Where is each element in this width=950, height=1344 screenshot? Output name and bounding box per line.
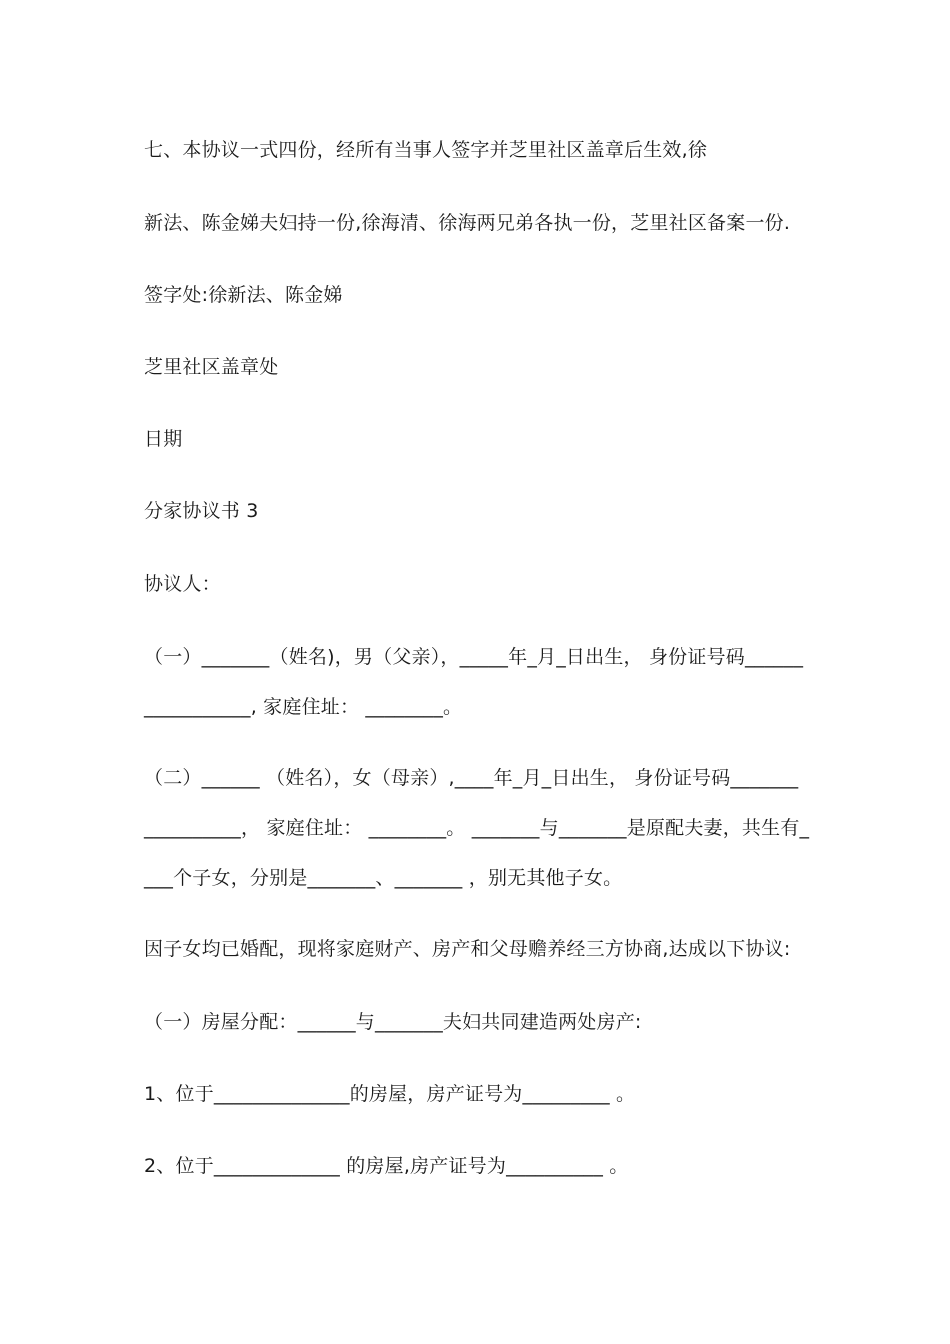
party-two-line-1: （二）______ （姓名），女（母亲）,____年_月_日出生， 身份证号码_______: [144, 767, 799, 789]
parties-heading: 协议人：: [144, 573, 221, 595]
clause-seven-line-2: 新法、陈金娣夫妇持一份,徐海清、徐海两兄弟各执一份，芝里社区备案一份.: [144, 212, 791, 234]
party-one-line-2: ___________, 家庭住址： ________。: [144, 696, 463, 718]
document-title: 分家协议书 3: [144, 500, 259, 522]
house-item-2: 2、位于_____________ 的房屋,房产证号为__________ 。: [144, 1155, 629, 1177]
agreement-preamble: 因子女均已婚配，现将家庭财产、房产和父母赡养经三方协商,达成以下协议:: [144, 938, 791, 960]
date-line: 日期: [144, 428, 183, 450]
clause-seven-line-1: 七、本协议一式四份，经所有当事人签字并芝里社区盖章后生效,徐: [144, 139, 708, 161]
community-seal-line: 芝里社区盖章处: [144, 356, 279, 378]
house-allocation-heading: （一）房屋分配：______与_______夫妇共同建造两处房产:: [144, 1011, 642, 1033]
signature-line: 签字处:徐新法、陈金娣: [144, 284, 343, 306]
house-item-1: 1、位于______________的房屋，房产证号为_________ 。: [144, 1083, 636, 1105]
party-one-line-1: （一）_______（姓名)，男（父亲），_____年_月_日出生， 身份证号码______: [144, 646, 804, 668]
party-two-line-2: __________， 家庭住址： ________。 _______与_______是原配夫妻，共生有_: [144, 817, 810, 839]
party-two-line-3: ___个子女，分别是_______、_______ ，别无其他子女。: [144, 867, 623, 889]
